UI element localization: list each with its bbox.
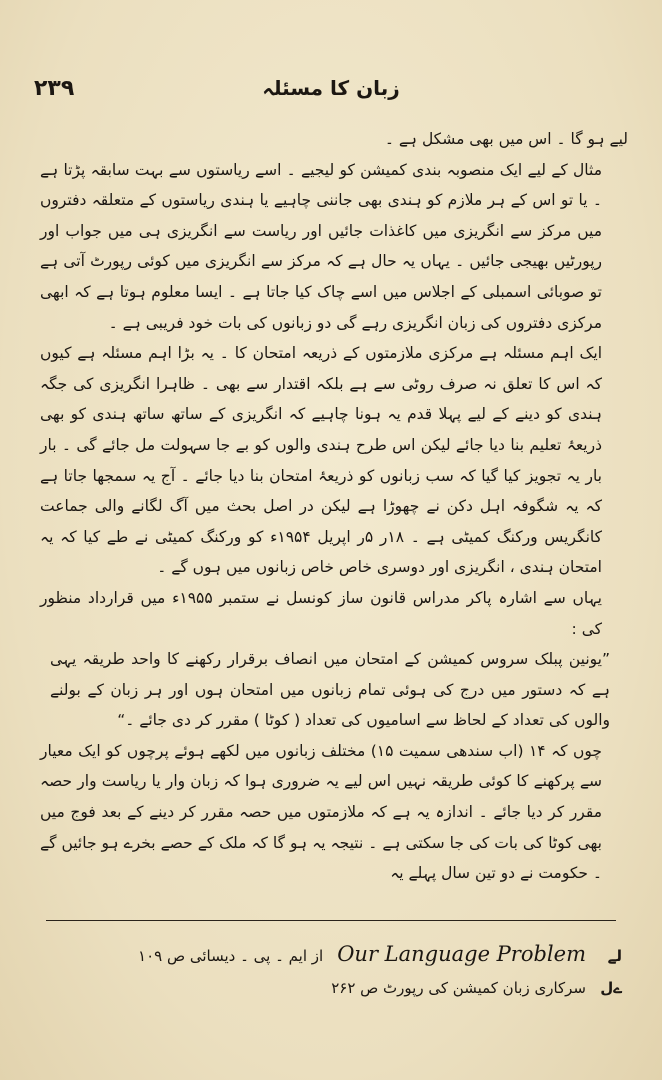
- paragraph: ایک اہم مسئلہ ہے مرکزی ملازمتوں کے ذریعہ امتحان کا ۔ یہ بڑا اہم مسئلہ ہے کیوں کہ اس کا تعلق نہ صرف روٹی سے ہے بلکہ اقتدار سے بھی ۔ ظاہرا انگریزی کی جگہ ہندی کو دینے کے لیے پہلا قدم یہ ہونا چاہیے کہ انگریزی کے ساتھ ساتھ ہندی کو بھی ذریعۂ تعلیم بنا دیا جائے لیکن اس طرح ہندی والوں کو بے جا سہولت مل جائے گی ۔ بار بار یہ تجویز کیا گیا کہ سب زبانوں کو ذریعۂ امتحان بنا دیا جائے ۔ آج یہ سمجھا جاتا ہے کہ یہ شگوفہ اہل دکن نے چھوڑا ہے لیکن در اصل بحث میں آگ لگانے والی جماعت کانگریس ورکنگ کمیٹی ہے ۔ ۱۸ر ۵ر اپریل ۱۹۵۴ء کو ورکنگ کمیٹی نے طے کیا کہ یہ امتحان ہندی ، انگریزی اور دوسری خاص خاص زبانوں میں ہوں گے ۔: [40, 344, 602, 577]
- footnote-divider: [46, 920, 616, 921]
- footnote: [40, 938, 622, 972]
- running-title: زبان کا مسئلہ: [262, 76, 400, 100]
- footnote-marker: لے: [607, 947, 622, 965]
- footnote: [40, 972, 622, 1004]
- body-text: [40, 124, 628, 889]
- paragraph: مثال کے لیے ایک منصوبہ بندی کمیشن کو لیجیے ۔ اسے ریاستوں سے بہت سابقہ پڑتا ہے ۔ یا تو اس کے ہر ملازم کو ہندی بھی جاننی چاہیے یا ہندی ریاستوں کے متعلقہ دفتروں میں مرکز سے انگریزی میں کاغذات جائیں اور ریاست سے انگریزی ہی میں جواب اور رپورٹیں بھیجی جائیں ۔ یہاں یہ حال ہے کہ مرکز سے انگریزی میں کوئی رپورٹ آتی ہے تو صوبائی اسمبلی کے اجلاس میں اسے چاک کیا جاتا ہے ۔ ایسا معلوم ہوتا ہے کہ ابھی مرکزی دفتروں کی زبان انگریزی رہے گی دو زبانوں کی بات خود فریبی ہے ۔: [40, 160, 602, 332]
- footnote-book-title: Our Language Problem: [337, 942, 586, 966]
- paragraph: چوں کہ ۱۴ (اب سندھی سمیت ۱۵) مختلف زبانوں میں لکھے ہوئے پرچوں کو ایک معیار سے پرکھنے کا کوئی طریقہ نہیں اس لیے یہ ضروری ہوا کہ زبان وار یا ریاست وار حصہ مقرر کر دیا جائے ۔ اندازہ یہ ہے کہ ملازمتوں میں حصہ مقرر کر دینے کے بعد فوج میں بھی کوٹا کی بات کی جا سکتی ہے ۔ نتیجہ یہ ہو گا کہ ملک کے حصے بخرے ہو جائیں گے ۔ حکومت نے دو تین سال پہلے یہ: [40, 741, 602, 883]
- footnotes: [40, 938, 622, 1004]
- quoted-resolution: ”یونین پبلک سروس کمیشن کے امتحان میں انصاف برقرار رکھنے کا واحد طریقہ یہی ہے کہ دستور میں درج کی ہوئی تمام زبانوں میں امتحان ہوں اور ہر زبان کے بولنے والوں کی تعداد کے لحاظ سے اسامیوں کی تعداد ( کوٹا ) مقرر کر دی جائے ۔“: [50, 650, 610, 730]
- page-header: [30, 76, 632, 110]
- page-number: ۲۳۹: [34, 76, 75, 101]
- paragraph: یہاں سے اشارہ پاکر مدراس قانون ساز کونسل نے ستمبر ۱۹۵۵ء میں قرارداد منظور کی :: [40, 588, 603, 638]
- paragraph: لیے ہو گا ۔ اس میں بھی مشکل ہے ۔: [384, 130, 628, 148]
- footnote-text: از ایم ۔ پی ۔ دیسائی ص ۱۰۹: [138, 947, 324, 965]
- footnote-marker: ےل: [600, 979, 622, 997]
- footnote-text: سرکاری زبان کمیشن کی رپورٹ ص ۲۶۲: [331, 979, 586, 997]
